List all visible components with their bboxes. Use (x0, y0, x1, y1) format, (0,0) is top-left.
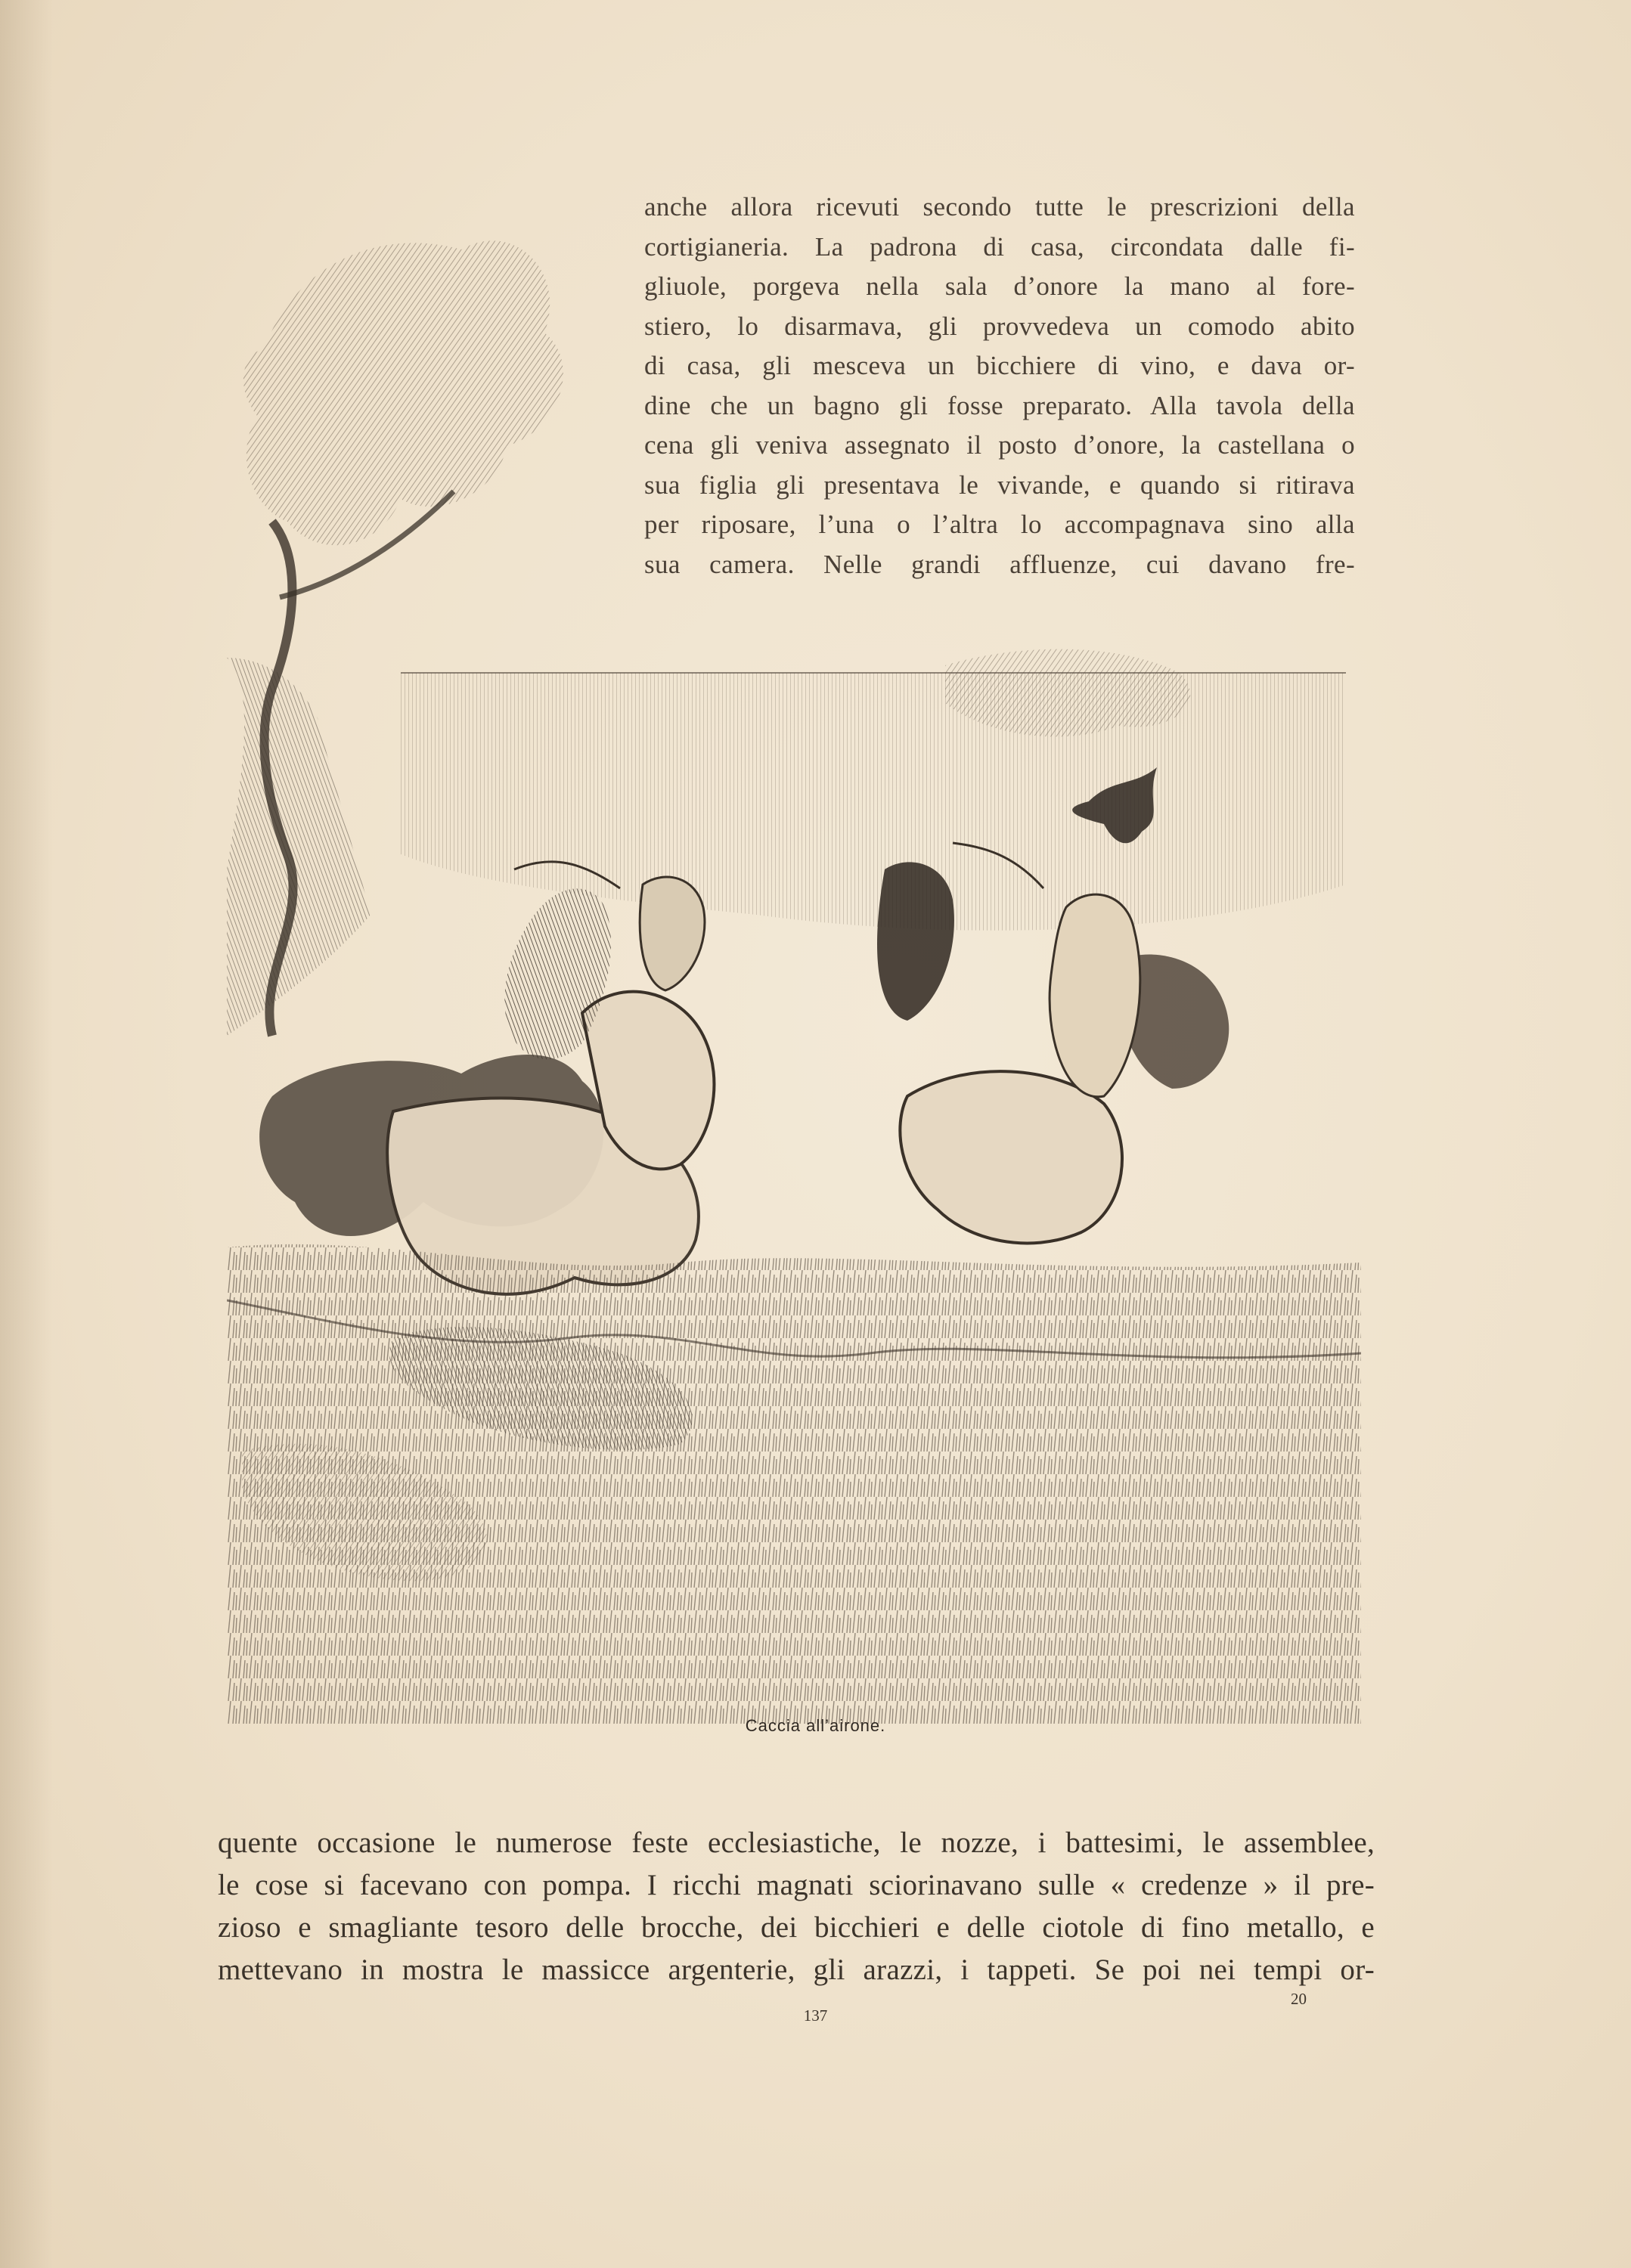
gutter-shadow (0, 0, 53, 2268)
text-line: sua figlia gli presentava le vivande, e quando si ritirava (644, 469, 1355, 500)
text-line: cortigianeria. La padrona di casa, circondata dalle fi- (644, 231, 1355, 262)
text-line: anche allora ricevuti secondo tutte le prescrizioni della (644, 192, 1355, 222)
text-line: gliuole, porgeva nella sala d’onore la mano al fore- (644, 271, 1355, 301)
text-line: le cose si facevano con pompa. I ricchi magnati sciorinavano sulle « credenze » il pre- (218, 1869, 1375, 1901)
text-line: zioso e smagliante tesoro delle brocche, dei bicchieri e delle ciotole di fino metallo, e (218, 1911, 1375, 1944)
page-number: 137 (803, 2006, 828, 2025)
top-paragraph (644, 187, 1355, 584)
text-line: dine che un bagno gli fosse preparato. Alla tavola della (644, 390, 1355, 420)
text-line: sua camera. Nelle grandi affluenze, cui davano fre- (644, 549, 1355, 579)
text-line: cena gli veniva assegnato il posto d’onore, la castellana o (644, 430, 1355, 460)
illustration-caption: Caccia all’airone. (745, 1716, 886, 1735)
text-line: per riposare, l’una o l’altra lo accompagnava sino alla (644, 510, 1355, 539)
text-line: stiero, lo disarmava, gli provvedeva un comodo abito (644, 311, 1355, 341)
text-line: quente occasione le numerose feste ecclesiastiche, le nozze, i battesimi, le assemblee, (218, 1826, 1375, 1859)
text-line: mettevano in mostra le massicce argenterie, gli arazzi, i tappeti. Se poi nei tempi or- (218, 1954, 1375, 1986)
signature-mark: 20 (1291, 1990, 1307, 2008)
text-line: di casa, gli mesceva un bicchiere di vino, e dava or- (644, 351, 1355, 380)
bottom-paragraph (218, 1822, 1375, 1991)
